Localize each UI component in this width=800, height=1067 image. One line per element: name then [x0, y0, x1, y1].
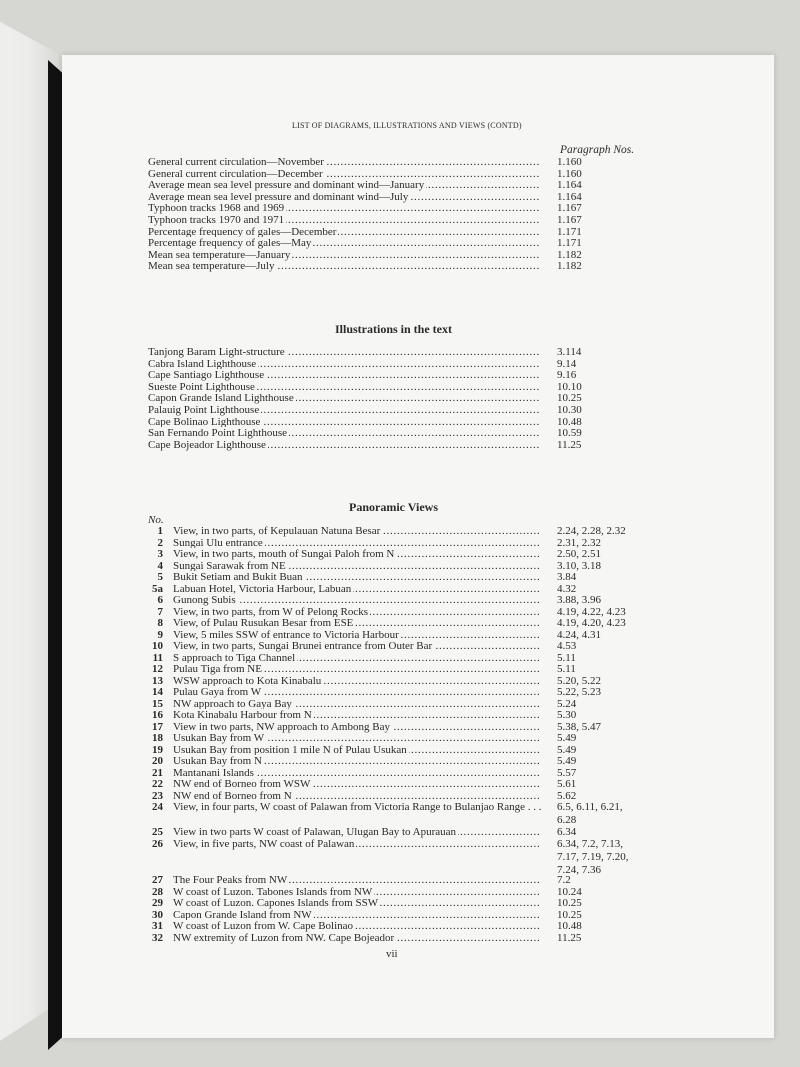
entry-paragraph-ref: 9.14	[557, 357, 577, 370]
paragraph-nos-label: Paragraph Nos.	[560, 144, 635, 156]
entry-number: 24	[152, 801, 163, 813]
entry-title-text: W coast of Luzon. Tabones Islands from NW	[173, 885, 373, 898]
entry-paragraph-ref: 6.34, 7.2, 7.13,	[557, 837, 623, 850]
entry-title	[173, 932, 540, 945]
entry-number: 29	[152, 897, 163, 909]
entry-title-text: Mantanani Islands	[173, 766, 254, 779]
entry-paragraph-ref: 3.10, 3.18	[557, 559, 601, 572]
entry-paragraph-ref: 5.57	[557, 766, 577, 779]
entry-title-text: View in two parts W coast of Palawan, Ulugan Bay to Apurauan	[173, 826, 457, 838]
entry-number: 25	[152, 826, 163, 838]
entry-number: 10	[152, 640, 163, 652]
entry-title-text: NW end of Borneo from N	[173, 789, 292, 802]
entry-paragraph-ref: 3.84	[557, 571, 577, 583]
entry-title-text: General current circulation—December	[148, 167, 323, 180]
entry-paragraph-ref: 5.30	[557, 709, 577, 721]
entry-number: 22	[152, 778, 163, 790]
entry-number: 17	[152, 720, 163, 733]
entry-paragraph-ref: 10.10	[557, 380, 582, 393]
diagram-row	[0, 260, 800, 273]
entry-number: 14	[152, 686, 163, 698]
entry-title-text: Typhoon tracks 1970 and 1971	[148, 214, 285, 226]
entry-title-text: View, in five parts, NW coast of Palawan	[173, 837, 355, 850]
entry-title-text: Capon Grande Island from NW	[173, 908, 312, 921]
entry-paragraph-ref: 5.49	[557, 743, 577, 756]
entry-paragraph-ref: 1.164	[557, 179, 582, 192]
entry-number: 1	[157, 525, 163, 537]
entry-title-text: View, of Pulau Rusukan Besar from ESE	[173, 617, 354, 629]
entry-number: 2	[157, 536, 163, 549]
entry-paragraph-ref: 3.88, 3.96	[557, 594, 601, 606]
entry-number: 26	[152, 837, 163, 850]
entry-number: 28	[152, 885, 163, 898]
entry-title-text: Pulau Tiga from NE	[173, 663, 262, 675]
entry-number: 30	[152, 908, 163, 921]
entry-title-text: Percentage frequency of gales—December	[148, 225, 337, 238]
entry-number: 19	[152, 743, 163, 756]
entry-title-text: View, 5 miles SSW of entrance to Victoria Harbour	[173, 628, 399, 641]
entry-number: 5	[157, 571, 163, 583]
entry-paragraph-ref: 1.171	[557, 225, 582, 238]
illustration-row	[0, 439, 800, 452]
entry-title-text: NW approach to Gaya Bay	[173, 697, 292, 710]
entry-title-text: Palauig Point Lighthouse	[148, 404, 260, 416]
entry-title-text: Sungai Sarawak from NE	[173, 559, 286, 572]
entry-title-text: View, in four parts, W coast of Palawan from Victoria Range to Bulanjao Range . . .	[173, 801, 542, 813]
entry-title-text: View, in two parts, mouth of Sungai Paloh from N	[173, 548, 395, 560]
no-column-label: No.	[148, 514, 164, 526]
entry-title-text: Gunong Subis	[173, 594, 236, 606]
entry-number: 27	[152, 874, 163, 886]
entry-number: 31	[152, 920, 163, 932]
entry-number: 8	[157, 617, 163, 629]
entry-paragraph-ref: 5.61	[557, 778, 577, 790]
running-head: LIST OF DIAGRAMS, ILLUSTRATIONS AND VIEWS (CONTD)	[292, 121, 522, 130]
entry-paragraph-ref: 1.160	[557, 167, 582, 180]
entry-paragraph-ref: 10.25	[557, 392, 582, 405]
entry-title-text: W coast of Luzon from W. Cape Bolinao	[173, 920, 354, 932]
entry-number: 15	[152, 697, 163, 710]
entry-paragraph-ref: 7.24, 7.36	[557, 863, 601, 876]
entry-title-text: View, in two parts, of Kepulauan Natuna Besar	[173, 525, 381, 537]
entry-title-text: Capon Grande Island Lighthouse	[148, 392, 294, 405]
entry-paragraph-ref: 10.48	[557, 415, 582, 428]
entry-paragraph-ref: 6.34	[557, 826, 577, 838]
entry-number: 21	[152, 766, 163, 779]
entry-paragraph-ref: 1.182	[557, 260, 582, 273]
entry-title-text: Average mean sea level pressure and dominant wind—January	[148, 179, 425, 192]
entry-number: 12	[152, 663, 163, 675]
entry-number: 32	[152, 931, 163, 944]
entry-paragraph-ref: 2.24, 2.28, 2.32	[557, 525, 626, 537]
entry-title	[173, 838, 540, 851]
entry-paragraph-ref: 1.160	[557, 156, 582, 168]
entry-paragraph-ref: 1.167	[557, 202, 582, 215]
panoramic-row	[0, 801, 800, 814]
entry-paragraph-ref: 5.11	[557, 651, 576, 664]
entry-title-text: The Four Peaks from NW	[173, 874, 288, 886]
entry-number: 7	[157, 605, 163, 618]
entry-title-text: Usukan Bay from position 1 mile N of Pulau Usukan	[173, 743, 407, 756]
entry-paragraph-ref: 4.32	[557, 582, 577, 595]
entry-title-text: Cape Bojeador Lighthouse	[148, 438, 266, 451]
entry-title-text: Usukan Bay from W	[173, 732, 265, 744]
entry-paragraph-ref: 1.167	[557, 214, 582, 226]
entry-title-text: NW end of Borneo from WSW	[173, 778, 311, 790]
entry-title-text: WSW approach to Kota Kinabalu	[173, 674, 322, 687]
entry-title-text: Sungai Ulu entrance	[173, 536, 263, 549]
entry-title-text: Usukan Bay from N	[173, 755, 262, 767]
entry-number: 16	[152, 709, 163, 721]
entry-paragraph-ref: 11.25	[557, 931, 582, 944]
entry-title-text: Typhoon tracks 1968 and 1969	[148, 202, 285, 215]
entry-paragraph-ref: 4.19, 4.20, 4.23	[557, 617, 626, 629]
entry-paragraph-ref: 10.30	[557, 404, 582, 416]
entry-title-text: W coast of Luzon. Capones Islands from SSW	[173, 897, 379, 909]
entry-paragraph-ref: 1.182	[557, 248, 582, 261]
entry-paragraph-ref: 10.25	[557, 897, 582, 909]
entry-title-text: Mean sea temperature—January	[148, 248, 291, 261]
entry-title-text: Cape Santiago Lighthouse	[148, 369, 265, 382]
entry-paragraph-ref: 10.59	[557, 427, 582, 440]
entry-paragraph-ref: 5.11	[557, 663, 576, 675]
entry-paragraph-ref: 5.24	[557, 697, 577, 710]
entry-paragraph-ref: 1.171	[557, 237, 582, 250]
entry-number: 9	[157, 628, 163, 641]
entry-title-text: Cape Bolinao Lighthouse	[148, 415, 261, 428]
entry-title-text: Average mean sea level pressure and dominant wind—July	[148, 190, 409, 203]
entry-paragraph-ref: 5.62	[557, 789, 577, 802]
entry-number: 20	[152, 755, 163, 767]
entry-paragraph-ref: 10.24	[557, 885, 582, 898]
page-folio: vii	[386, 948, 398, 960]
entry-paragraph-ref: 5.20, 5.22	[557, 674, 601, 687]
entry-title-text: Kota Kinabalu Harbour from N	[173, 709, 312, 721]
entry-title	[148, 439, 540, 452]
entry-title-text: Cabra Island Lighthouse	[148, 357, 257, 370]
entry-ref-continuation	[0, 851, 800, 864]
entry-paragraph-ref: 2.31, 2.32	[557, 536, 601, 549]
entry-title-text: Bukit Setiam and Bukit Buan	[173, 571, 303, 583]
panoramic-row	[0, 838, 800, 851]
entry-paragraph-ref: 1.164	[557, 190, 582, 203]
entry-paragraph-ref: 4.19, 4.22, 4.23	[557, 605, 626, 618]
entry-title-text: S approach to Tiga Channel	[173, 651, 296, 664]
entry-title-text: Percentage frequency of gales—May	[148, 237, 312, 250]
entry-title-text: View, in two parts, Sungai Brunei entrance from Outer Bar	[173, 640, 433, 652]
entry-paragraph-ref: 4.24, 4.31	[557, 628, 601, 641]
entry-title-text: General current circulation—November	[148, 156, 324, 168]
entry-paragraph-ref: 10.25	[557, 908, 582, 921]
entry-number: 3	[157, 548, 163, 560]
entry-title-text: Sueste Point Lighthouse	[148, 380, 255, 393]
entry-number: 11	[152, 651, 163, 664]
entry-title	[173, 801, 553, 814]
entry-paragraph-ref: 10.48	[557, 920, 582, 932]
entry-title-text: Pulau Gaya from W	[173, 686, 262, 698]
entry-title-text: NW extremity of Luzon from NW. Cape Bojeador	[173, 931, 395, 944]
entry-title-text: View, in two parts, from W of Pelong Rocks	[173, 605, 368, 618]
entry-number: 4	[157, 559, 163, 572]
entry-paragraph-ref: 9.16	[557, 369, 577, 382]
entry-title	[148, 260, 540, 273]
entry-paragraph-ref: 3.114	[557, 346, 582, 358]
entry-number: 18	[152, 732, 163, 744]
entry-paragraph-ref: 7.17, 7.19, 7.20,	[557, 850, 629, 863]
entry-title-text: Labuan Hotel, Victoria Harbour, Labuan	[173, 582, 352, 595]
entry-paragraph-ref: 5.38, 5.47	[557, 720, 601, 733]
entry-paragraph-ref: 5.49	[557, 732, 577, 744]
entry-paragraph-ref: 6.28	[557, 814, 577, 826]
entry-paragraph-ref: 6.5, 6.11, 6.21,	[557, 801, 623, 813]
entry-title-text: View in two parts, NW approach to Ambong Bay	[173, 720, 390, 733]
entry-number: 23	[152, 789, 163, 802]
entry-title-text: Mean sea temperature—July	[148, 260, 275, 273]
panoramic-row	[0, 932, 800, 945]
entry-paragraph-ref: 2.50, 2.51	[557, 548, 601, 560]
entry-title-text: Tanjong Baram Light-structure	[148, 346, 285, 358]
entry-paragraph-ref: 7.2	[557, 874, 571, 886]
entry-paragraph-ref: 4.53	[557, 640, 577, 652]
entry-number: 5a	[152, 582, 163, 595]
entry-number: 6	[157, 594, 163, 606]
panoramic-heading: Panoramic Views	[349, 500, 438, 514]
entry-title-text: San Fernando Point Lighthouse	[148, 427, 288, 440]
entry-number: 13	[152, 674, 163, 687]
illustrations-heading: Illustrations in the text	[335, 322, 452, 336]
entry-paragraph-ref: 5.22, 5.23	[557, 686, 601, 698]
entry-paragraph-ref: 5.49	[557, 755, 577, 767]
entry-paragraph-ref: 11.25	[557, 438, 582, 451]
